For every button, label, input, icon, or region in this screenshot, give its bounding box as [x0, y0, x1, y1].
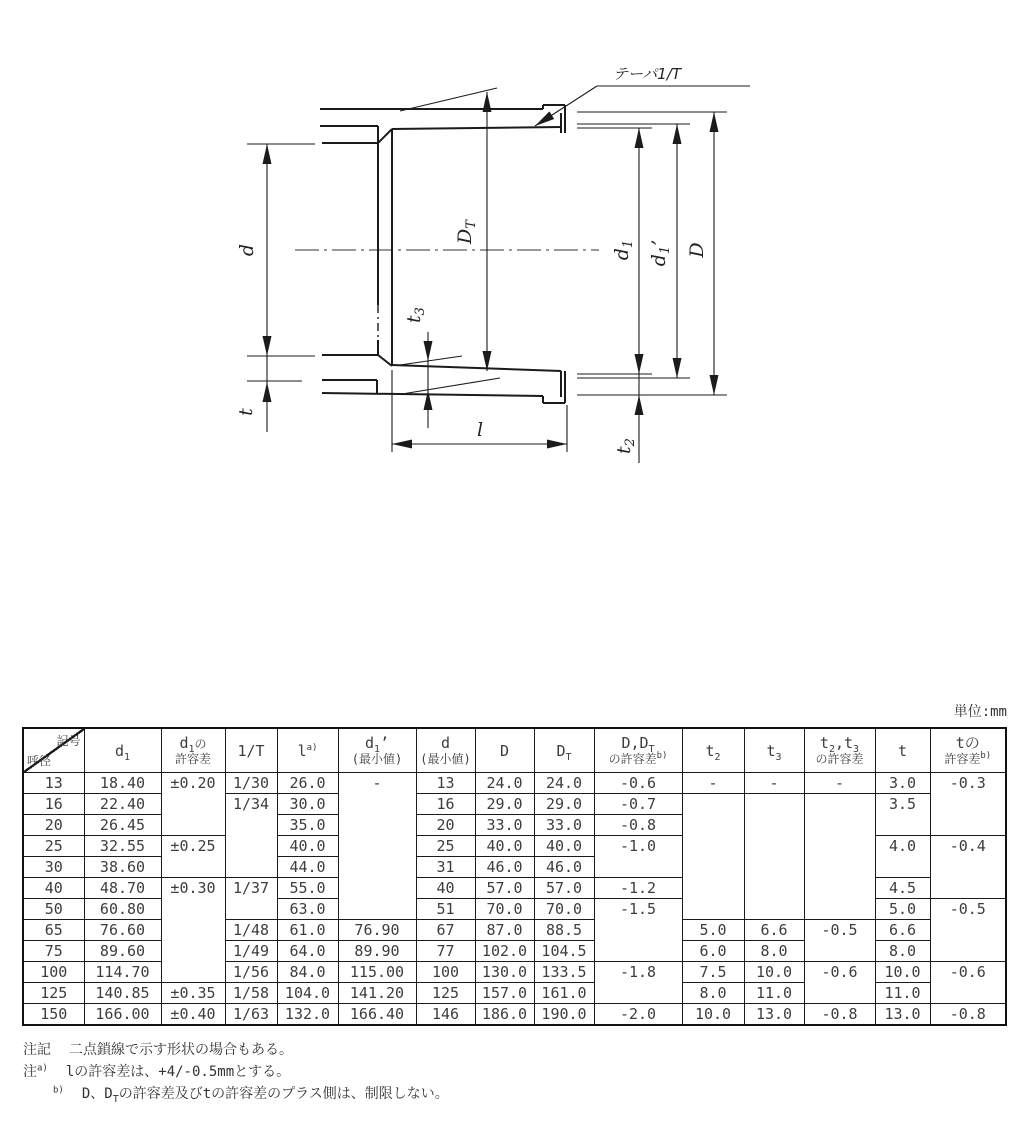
table-cell: 24.0: [475, 773, 534, 794]
dim-label-d1: $d_1$: [611, 239, 636, 261]
technical-drawing: [0, 0, 1024, 520]
table-cell: 166.40: [338, 1004, 416, 1026]
table-cell: 4.0: [875, 836, 930, 878]
header-d-min: d (最小値): [416, 728, 475, 773]
table-cell: 146: [416, 1004, 475, 1026]
table-cell: 5.0: [682, 920, 744, 941]
table-cell: -: [338, 773, 416, 920]
table-cell: 22.40: [84, 794, 161, 815]
table-cell: 26.0: [277, 773, 338, 794]
table-cell: 115.00: [338, 962, 416, 983]
table-cell: 130.0: [475, 962, 534, 983]
table-cell: 1/56: [225, 962, 277, 983]
table-cell: 16: [23, 794, 84, 815]
header-taper: 1/T: [225, 728, 277, 773]
table-cell: 6.6: [744, 920, 804, 941]
table-cell: -0.6: [930, 962, 1006, 1004]
table-cell: 133.5: [534, 962, 594, 983]
table-cell: 32.55: [84, 836, 161, 857]
header-l: $l^{a)}$: [277, 728, 338, 773]
notes-block: [23, 1039, 449, 1111]
table-cell: 70.0: [475, 899, 534, 920]
table-cell: 61.0: [277, 920, 338, 941]
table-cell: 87.0: [475, 920, 534, 941]
table-cell: 33.0: [475, 815, 534, 836]
table-cell: -2.0: [594, 1004, 682, 1026]
table-cell: ±0.20: [161, 773, 225, 836]
table-cell: 20: [23, 815, 84, 836]
table-cell: 50: [23, 899, 84, 920]
header-DDT-tolerance: $D,D_T$ の許容差$^{b)}$: [594, 728, 682, 773]
table-cell: 13.0: [875, 1004, 930, 1026]
taper-label: テーパ1/T: [613, 65, 682, 83]
table-cell: -0.8: [930, 1004, 1006, 1026]
table-cell: 77: [416, 941, 475, 962]
table-cell: 40: [416, 878, 475, 899]
table-cell: 89.60: [84, 941, 161, 962]
table-cell: 57.0: [534, 878, 594, 899]
table-cell: ±0.30: [161, 878, 225, 983]
table-cell: 7.5: [682, 962, 744, 983]
table-cell: ±0.25: [161, 836, 225, 878]
table-cell: -0.5: [804, 920, 875, 962]
table-cell: 4.5: [875, 878, 930, 899]
table-cell: 8.0: [875, 941, 930, 962]
table-cell: 55.0: [277, 878, 338, 899]
header-d1-tolerance: $d_1$の 許容差: [161, 728, 225, 773]
table-cell: 100: [416, 962, 475, 983]
corner-label-nominal: 呼径: [27, 754, 52, 768]
table-cell: -0.8: [804, 1004, 875, 1026]
note-b: $^{b)}$ D、$D_T$の許容差及びtの許容差のプラス側は、制限しない。: [53, 1085, 449, 1105]
table-cell: 30.0: [277, 794, 338, 815]
table-cell: 8.0: [744, 941, 804, 962]
table-cell: 13.0: [744, 1004, 804, 1026]
table-cell: 29.0: [534, 794, 594, 815]
header-row: [23, 728, 1006, 773]
table-cell: 11.0: [744, 983, 804, 1004]
table-row: [23, 1004, 1006, 1026]
table-cell: 40.0: [277, 836, 338, 857]
table-cell: 44.0: [277, 857, 338, 878]
unit-label: 単位:mm: [953, 704, 1007, 720]
table-cell: 33.0: [534, 815, 594, 836]
table-cell: 89.90: [338, 941, 416, 962]
header-t2t3-tolerance: $t_2,t_3$ の許容差: [804, 728, 875, 773]
header-t: t: [875, 728, 930, 773]
table-cell: ±0.40: [161, 1004, 225, 1026]
table-cell: 30: [23, 857, 84, 878]
table-cell: 190.0: [534, 1004, 594, 1026]
table-cell: 26.45: [84, 815, 161, 836]
table-cell: 40.0: [475, 836, 534, 857]
table-cell: 1/30: [225, 773, 277, 794]
table-cell: -0.6: [804, 962, 875, 1004]
table-cell: 51: [416, 899, 475, 920]
table-cell: 35.0: [277, 815, 338, 836]
table-cell: 84.0: [277, 962, 338, 983]
table-cell: 104.5: [534, 941, 594, 962]
table-cell: 20: [416, 815, 475, 836]
table-cell: 70.0: [534, 899, 594, 920]
table-cell: 166.00: [84, 1004, 161, 1026]
table-cell: 24.0: [534, 773, 594, 794]
table-cell: 3.5: [875, 794, 930, 836]
table-cell: 125: [416, 983, 475, 1004]
dim-label-t: t: [235, 408, 257, 416]
table-cell: 6.6: [875, 920, 930, 941]
table-cell: 76.90: [338, 920, 416, 941]
table-cell: -1.8: [594, 962, 682, 1004]
table-cell: 38.60: [84, 857, 161, 878]
table-cell: 104.0: [277, 983, 338, 1004]
table-cell: 25: [23, 836, 84, 857]
note-remark: 注記 二点鎖線で示す形状の場合もある。: [23, 1042, 293, 1058]
table-cell: 1/37: [225, 878, 277, 920]
table-cell: 76.60: [84, 920, 161, 941]
table-cell: [682, 794, 744, 920]
table-cell: -1.5: [594, 899, 682, 962]
table-cell: 40.0: [534, 836, 594, 857]
table-cell: [804, 794, 875, 920]
dim-label-d1-prime: $d_1$’: [648, 239, 673, 267]
header-d1-prime: $d_1$’ (最小値): [338, 728, 416, 773]
table-cell: 11.0: [875, 983, 930, 1004]
header-DT: $D_T$: [534, 728, 594, 773]
table-cell: 161.0: [534, 983, 594, 1004]
table-cell: 65: [23, 920, 84, 941]
dimension-table: [22, 727, 1007, 1026]
table-cell: 132.0: [277, 1004, 338, 1026]
table-cell: -0.5: [930, 899, 1006, 962]
table-cell: -0.6: [594, 773, 682, 794]
table-cell: 13: [416, 773, 475, 794]
header-t-tolerance: tの 許容差$^{b)}$: [930, 728, 1006, 773]
table-cell: 13: [23, 773, 84, 794]
table-cell: 31: [416, 857, 475, 878]
table-cell: 157.0: [475, 983, 534, 1004]
table-cell: 60.80: [84, 899, 161, 920]
table-cell: 25: [416, 836, 475, 857]
header-t3: $t_3$: [744, 728, 804, 773]
table-cell: 1/63: [225, 1004, 277, 1026]
table-cell: 10.0: [682, 1004, 744, 1026]
table-cell: 64.0: [277, 941, 338, 962]
table-cell: 140.85: [84, 983, 161, 1004]
note-a: 注$^{a)}$ lの許容差は、+4/-0.5mmとする。: [23, 1063, 291, 1080]
table-cell: 67: [416, 920, 475, 941]
table-cell: -1.2: [594, 878, 682, 899]
table-cell: 114.70: [84, 962, 161, 983]
table-cell: -: [744, 773, 804, 794]
corner-label-symbol: 記号: [56, 734, 81, 748]
header-D: D: [475, 728, 534, 773]
table-cell: -1.0: [594, 836, 682, 878]
table-cell: 141.20: [338, 983, 416, 1004]
dim-label-l: l: [476, 419, 484, 441]
table-cell: 75: [23, 941, 84, 962]
table-cell: 63.0: [277, 899, 338, 920]
header-d1: $d_1$: [84, 728, 161, 773]
table-cell: 46.0: [475, 857, 534, 878]
table-cell: 6.0: [682, 941, 744, 962]
table-cell: -0.4: [930, 836, 1006, 899]
table-cell: 10.0: [875, 962, 930, 983]
table-cell: 29.0: [475, 794, 534, 815]
table-cell: 3.0: [875, 773, 930, 794]
table-cell: 18.40: [84, 773, 161, 794]
table-cell: -: [804, 773, 875, 794]
table-cell: 46.0: [534, 857, 594, 878]
table-cell: 102.0: [475, 941, 534, 962]
table-cell: 1/58: [225, 983, 277, 1004]
header-corner: [23, 728, 84, 773]
table-cell: 57.0: [475, 878, 534, 899]
table-cell: -0.3: [930, 773, 1006, 836]
table-cell: [744, 794, 804, 920]
dim-label-t2: $t_2$: [613, 438, 638, 454]
taper-construction-lines: [400, 88, 500, 394]
dim-label-t3: $t_3$: [403, 307, 428, 323]
dim-label-D: D: [686, 242, 708, 258]
table-cell: 48.70: [84, 878, 161, 899]
table-cell: 1/48: [225, 920, 277, 941]
dim-label-d: d: [236, 243, 258, 257]
table-cell: 125: [23, 983, 84, 1004]
table-body: [23, 773, 1006, 1026]
table-cell: 40: [23, 878, 84, 899]
table-cell: ±0.35: [161, 983, 225, 1004]
table-cell: 100: [23, 962, 84, 983]
table-cell: -0.8: [594, 815, 682, 836]
table-cell: 16: [416, 794, 475, 815]
table-cell: 150: [23, 1004, 84, 1026]
table-cell: 1/49: [225, 941, 277, 962]
table-row: [23, 773, 1006, 794]
table-cell: -0.7: [594, 794, 682, 815]
table-cell: 88.5: [534, 920, 594, 941]
table-cell: 5.0: [875, 899, 930, 920]
table-cell: -: [682, 773, 744, 794]
table-cell: 8.0: [682, 983, 744, 1004]
table-cell: 10.0: [744, 962, 804, 983]
table-cell: 186.0: [475, 1004, 534, 1026]
table-cell: 1/34: [225, 794, 277, 878]
header-t2: $t_2$: [682, 728, 744, 773]
dim-label-DT: $D_T$: [454, 220, 479, 244]
